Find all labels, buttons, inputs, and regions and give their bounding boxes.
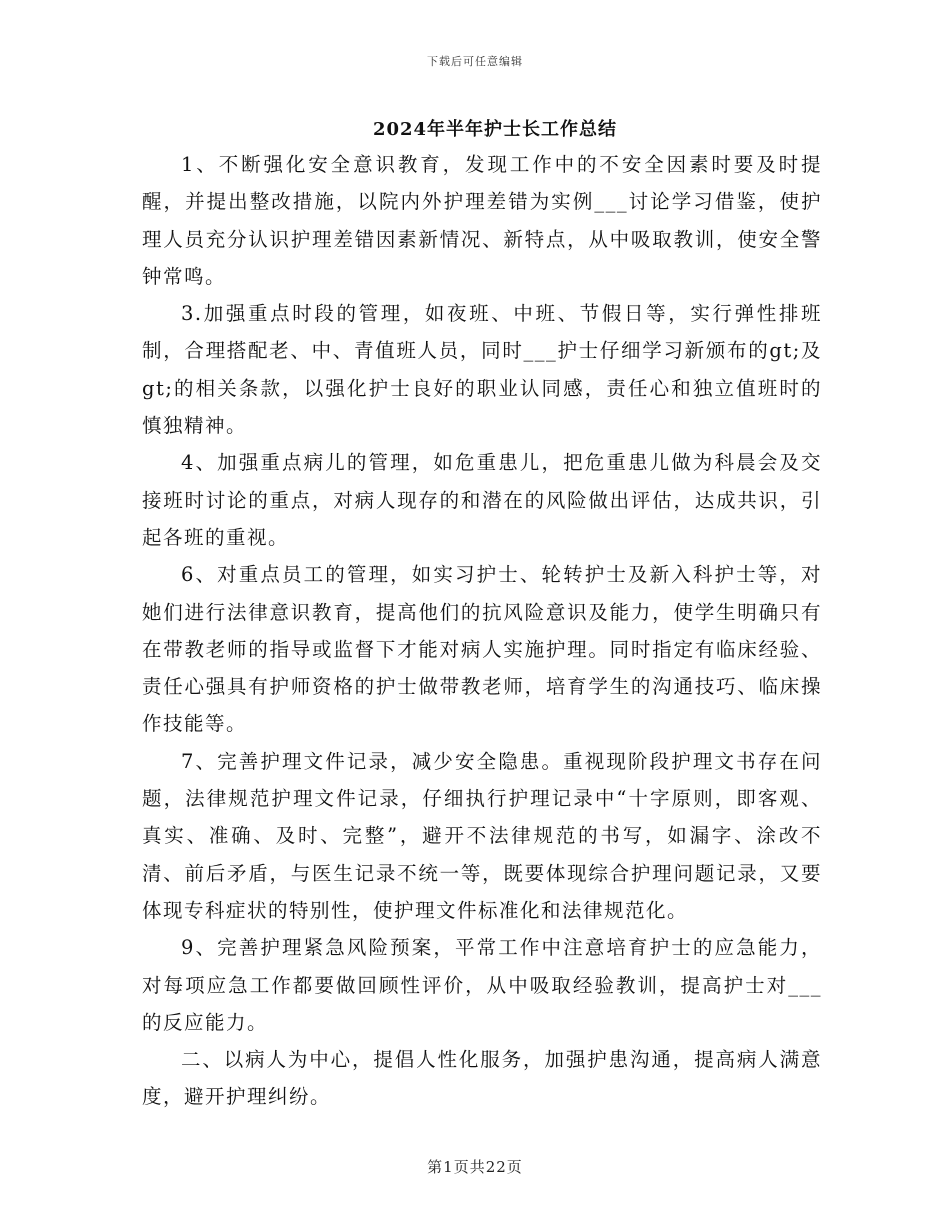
paragraph-4: 4、加强重点病儿的管理，如危重患儿，把危重患儿做为科晨会及交接班时讨论的重点，对病人现存的和潜在的风险做出评估，达成共识，引起各班的重视。 bbox=[142, 451, 822, 549]
document-title: 2024年半年护士长工作总结 bbox=[372, 119, 618, 140]
paragraph-7: 7、完善护理文件记录，减少安全隐患。重视现阶段护理文书存在问题，法律规范护理文件记录，仔细执行护理记录中“十字原则，即客观、真实、准确、及时、完整”，避开不法律规范的书写，如漏字、涂改不清、前后矛盾，与医生记录不统一等，既要体现综合护理问题记录，又要体现专科症状的特别性，使护理文件标准化和法律规范化。 bbox=[142, 749, 822, 922]
paragraph-9: 9、完善护理紧急风险预案，平常工作中注意培育护士的应急能力，对每项应急工作都要做回顾性评价，从中吸取经验教训，提高护士对___的反应能力。 bbox=[142, 936, 822, 1034]
paragraph-1: 1、不断强化安全意识教育，发现工作中的不安全因素时要及时提醒，并提出整改措施，以院内外护理差错为实例___讨论学习借鉴，使护理人员充分认识护理差错因素新情况、新特点，从中吸取教训，使安全警钟常鸣。 bbox=[142, 153, 822, 288]
paragraph-6: 6、对重点员工的管理，如实习护士、轮转护士及新入科护士等，对她们进行法律意识教育，提高他们的抗风险意识及能力，使学生明确只有在带教老师的指导或监督下才能对病人实施护理。同时指定有临床经验、责任心强具有护师资格的护士做带教老师，培育学生的沟通技巧、临床操作技能等。 bbox=[142, 563, 822, 736]
page-header-note: 下载后可任意编辑 bbox=[427, 55, 523, 68]
document-body bbox=[142, 146, 822, 1116]
paragraph-section-2: 二、以病人为中心，提倡人性化服务，加强护患沟通，提高病人满意度，避开护理纠纷。 bbox=[142, 1048, 822, 1109]
page-number: 第1页共22页 bbox=[427, 1158, 523, 1176]
paragraph-3: 3.加强重点时段的管理，如夜班、中班、节假日等，实行弹性排班制，合理搭配老、中、青值班人员，同时___护士仔细学习新颁布的gt;及gt;的相关条款，以强化护士良好的职业认同感，责任心和独立值班时的慎独精神。 bbox=[142, 302, 822, 438]
